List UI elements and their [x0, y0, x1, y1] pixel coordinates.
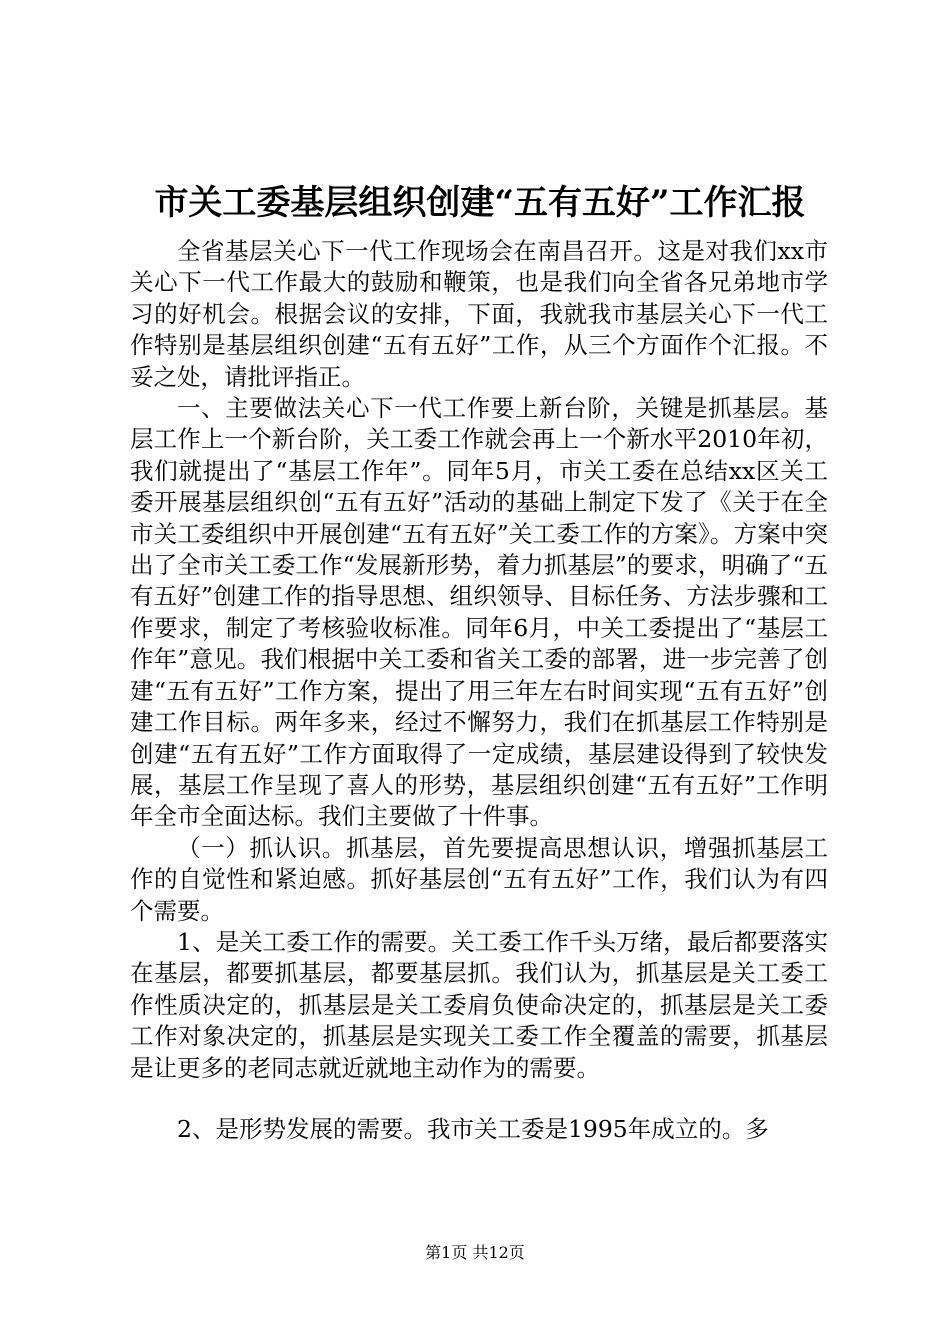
document-title: 市关工委基层组织创建“五有五好”工作汇报: [154, 183, 806, 223]
paragraph-intro: 全省基层关心下一代工作现场会在南昌召开。这是对我们xx市关心下一代工作最大的鼓励和鞭策，也是我们向全省各兄弟地市学习的好机会。根据会议的安排，下面，我就我市基层关心下一代工作特别是基层组织创建“五有五好”工作，从三个方面作个汇报。不妥之处，请批评指正。: [130, 237, 828, 391]
paragraph-subsection-awareness: （一）抓认识。抓基层，首先要提高思想认识，增强抓基层工作的自觉性和紧迫感。抓好基层创“五有五好”工作，我们认为有四个需要。: [130, 833, 828, 925]
document-body: [130, 236, 828, 1145]
paragraph-point-two: 2、是形势发展的需要。我市关工委是1995年成立的。多: [177, 1114, 769, 1143]
paragraph-point-one: 1、是关工委工作的需要。关工委工作千头万绪，最后都要落实在基层，都要抓基层，都要基层抓。我们认为，抓基层是关工委工作性质决定的，抓基层是关工委肩负使命决定的，抓基层是关工委工作对象决定的，抓基层是实现关工委工作全覆盖的需要，抓基层是让更多的老同志就近就地主动作为的需要。: [130, 927, 828, 1082]
paragraph-section-one: 一、主要做法关心下一代工作要上新台阶，关键是抓基层。基层工作上一个新台阶，关工委工作就会再上一个新水平2010年初，我们就提出了“基层工作年”。同年5月，市关工委在总结xx区关工委开展基层组织创“五有五好”活动的基础上制定下发了《关于在全市关工委组织中开展创建“五有五好”关工委工作的方案》。方案中突出了全市关工委工作“发展新形势，着力抓基层”的要求，明确了“五有五好”创建工作的指导思想、组织领导、目标任务、方法步骤和工作要求，制定了考核验收标准。同年6月，中关工委提出了“基层工作年”意见。我们根据中关工委和省关工委的部署，进一步完善了创建“五有五好”工作方案，提出了用三年左右时间实现“五有五好”创建工作目标。两年多来，经过不懈努力，我们在抓基层工作特别是创建“五有五好”工作方面取得了一定成绩，基层建设得到了较快发展，基层工作呈现了喜人的形势，基层组织创建“五有五好”工作明年全市全面达标。我们主要做了十件事。: [130, 394, 828, 831]
page-number-footer: 第1页 共12页: [425, 1243, 525, 1262]
